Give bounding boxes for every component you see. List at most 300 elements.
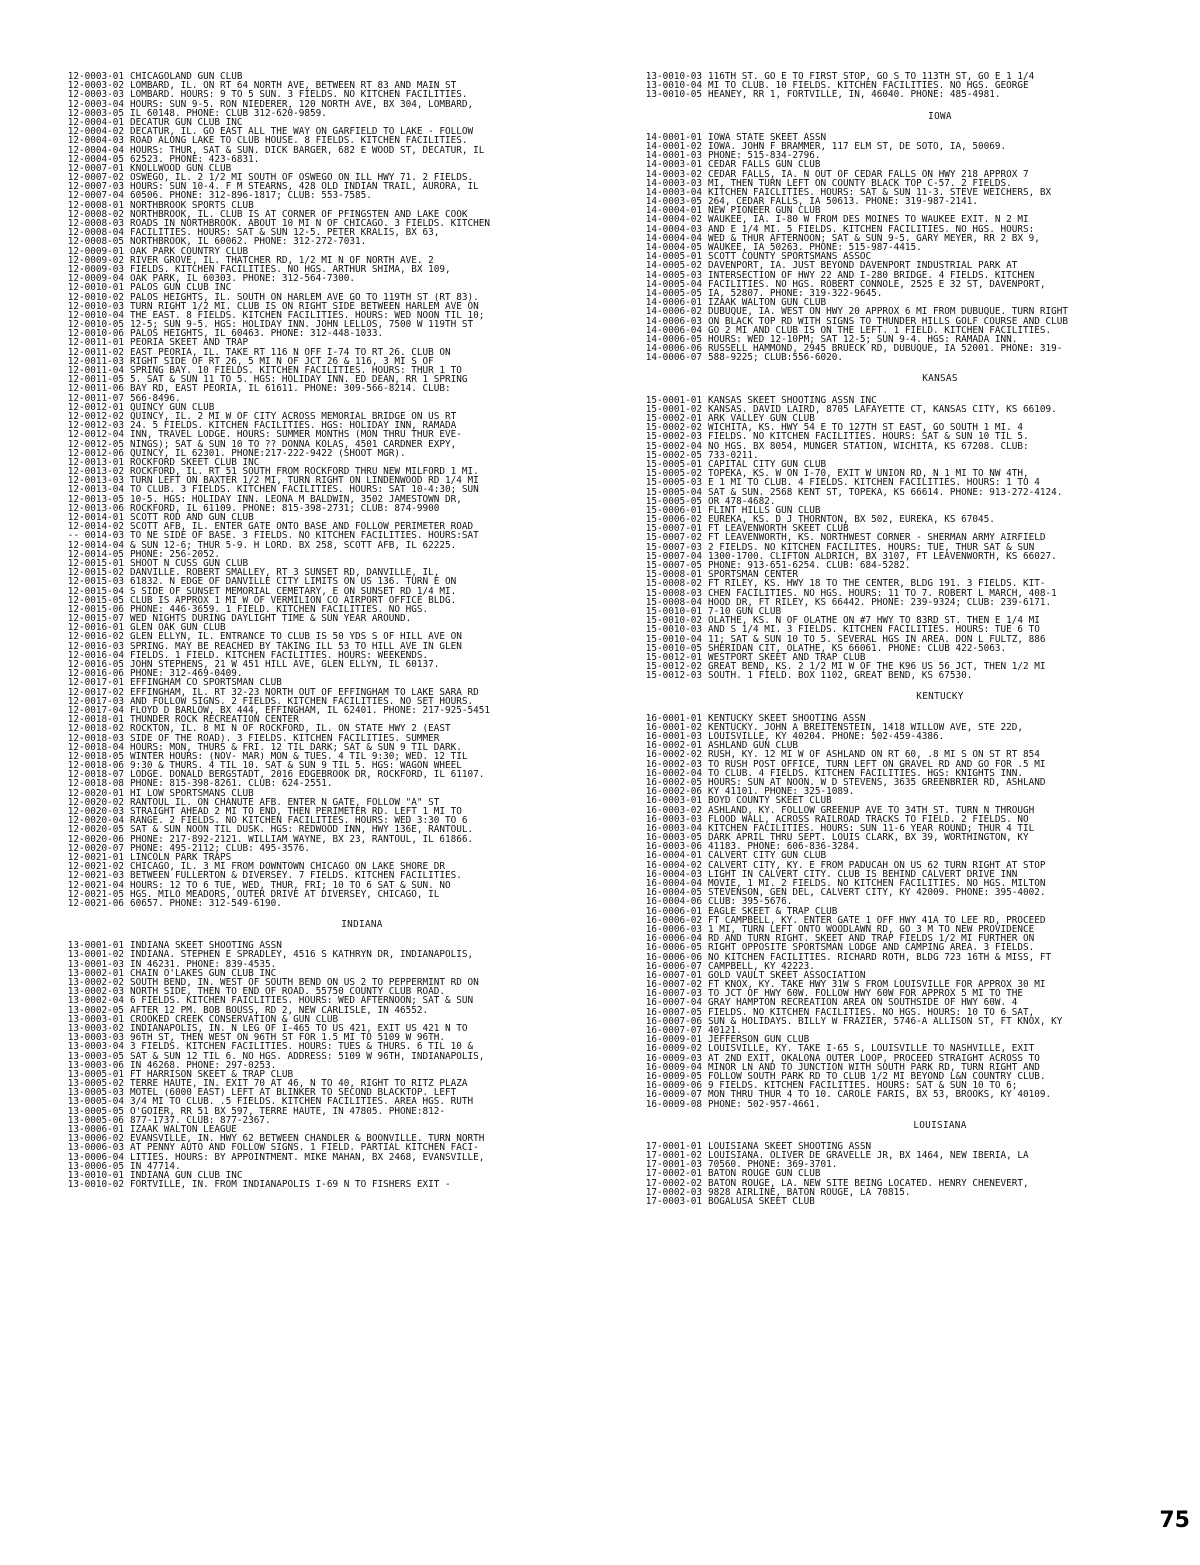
listing-text: IZAAK WALTON GUN CLUB	[708, 298, 827, 308]
listing-line	[612, 998, 1172, 1007]
listing-code: 13-0010-05	[645, 90, 702, 100]
listing-code: 16-0002-06	[645, 787, 702, 797]
listing-line	[612, 796, 1172, 805]
listing-text: RIVER GROVE, IL. THATCHER RD, 1/2 MI N OF NORTH AVE. 2	[130, 255, 434, 265]
listing-text: LOMBARD. HOURS: 9 TO 5 SUN. 3 FIELDS. NO KITCHEN FACILITIES.	[130, 90, 468, 100]
listing-code: 16-0006-03	[645, 924, 702, 935]
listing-text: NORTHBROOK, IL. CLUB IS AT CORNER OF PFINGSTEN AND LAKE COOK	[130, 209, 468, 219]
listing-text: O'GOIER, RR 51 BX 597, TERRE HAUTE, IN 47805. PHONE:812-	[130, 1106, 446, 1116]
listing-text: 41183. PHONE: 606-836-3284.	[708, 842, 860, 852]
listing-line	[34, 1024, 594, 1033]
listing-code: 15-0005-04	[645, 487, 702, 497]
listing-text: FLOYD D BARLOW, BX 444, EFFINGHAM, IL 62401. PHONE: 217-925-5451	[130, 705, 491, 716]
listing-text: INTERSECTION OF HWY 22 AND I-280 BRIDGE. 4 FIELDS. KITCHEN	[708, 270, 1035, 280]
listing-code: 14-0005-04	[645, 279, 702, 289]
listing-code: 16-0009-07	[645, 1090, 702, 1100]
listing-code: 16-0006-06	[645, 952, 702, 962]
listing-line	[34, 522, 594, 531]
listing-code: 12-0011-07	[67, 393, 124, 403]
listing-line	[612, 215, 1172, 224]
listing-text: HOURS: SUN 10-4. F M STEARNS, 428 OLD INDIAN TRAIL, AURORA, IL	[130, 182, 479, 192]
listing-line	[34, 669, 594, 678]
listing-line	[612, 524, 1172, 533]
listing-text: WAUKEE, IA. I-80 W FROM DES MOINES TO WAUKEE EXIT. N 2 MI	[708, 215, 1029, 225]
listing-text: SHOOT N CUSS GUN CLUB	[130, 558, 249, 569]
listing-code: 12-0017-03	[67, 696, 124, 706]
listing-line	[612, 497, 1172, 506]
listing-text: TO JCT OF HWY 60W. FOLLOW HWY 60W FOR APPROX 5 MI TO THE	[708, 989, 1024, 999]
listing-line	[34, 550, 594, 559]
listing-text: TO NE SIDE OF BASE. 3 FIELDS. NO KITCHEN FACILITIES. HOURS:SAT	[130, 531, 479, 541]
listing-code: 12-0016-03	[67, 641, 124, 651]
listing-line	[612, 741, 1172, 750]
listing-line	[612, 824, 1172, 833]
listing-code: 16-0002-03	[645, 759, 702, 769]
listing-line	[612, 851, 1172, 860]
listing-text: FT KNOX, KY. TAKE HWY 31W S FROM LOUISVILLE FOR APPROX 30 MI	[708, 980, 1046, 990]
listing-line	[34, 807, 594, 816]
page-number: 75	[1159, 1508, 1190, 1533]
listing-line	[34, 164, 594, 173]
listing-text: HOURS: WED 12-10PM; SAT 12-5; SUN 9-4. HGS: RAMADA INN.	[708, 334, 1018, 345]
listing-text: 116TH ST. GO E TO FIRST STOP, GO S TO 113TH ST, GO E 1 1/4	[708, 72, 1035, 82]
listing-text: NORTHBROOK, IL 60062. PHONE: 312-272-7031.	[130, 237, 367, 247]
listing-code: 12-0010-03	[67, 301, 124, 311]
listing-line	[612, 870, 1172, 879]
listing-code: 15-0008-04	[645, 597, 702, 607]
listing-text: WESTPORT SKEET AND TRAP CLUB	[708, 652, 866, 663]
listing-text: CHEN FACILITIES. NO HGS. HOURS: 11 TO 7. ROBERT L MARCH, 408-1	[708, 588, 1057, 598]
listing-line	[612, 1044, 1172, 1053]
listing-code: 12-0012-02	[67, 411, 124, 422]
listing-code: 16-0009-01	[645, 1035, 702, 1045]
listing-text: PHONE: 502-957-4661.	[708, 1099, 821, 1109]
listing-text: FT RILEY, KS. HWY 18 TO THE CENTER, BLDG 191. 3 FIELDS. KIT-	[708, 579, 1046, 589]
listing-text: TO CLUB. 4 FIELDS. KITCHEN FACILITIES. HGS: KNIGHTS INN.	[708, 768, 1024, 778]
listing-code: 15-0012-01	[645, 652, 702, 663]
state-heading: KANSAS	[922, 373, 958, 385]
listing-line	[34, 978, 594, 987]
listing-line	[612, 1151, 1172, 1160]
listing-text: BATON ROUGE, LA. NEW SITE BEING LOCATED. HENRY CHENEVERT,	[708, 1178, 1029, 1188]
listing-code: 12-0007-03	[67, 182, 124, 192]
listing-text: HOURS: SUN 9-5. RON NIEDERER, 120 NORTH AVE, BX 304, LOMBARD,	[130, 99, 474, 109]
listing-code: 12-0011-01	[67, 338, 124, 348]
listing-text: NORTH SIDE, THEN TO END OF ROAD. 55750 COUNTY CLUB ROAD.	[130, 987, 446, 997]
listing-text: PALOS HEIGHTS, IL. SOUTH ON HARLEM AVE GO TO 119TH ST (RT 83).	[130, 292, 479, 302]
state-heading: IOWA	[928, 110, 952, 122]
listing-code: 13-0006-02	[67, 1134, 124, 1144]
listing-text: THE EAST. 8 FIELDS. KITCHEN FACILITIES. HOURS: WED NOON TIL 10;	[130, 310, 485, 321]
listing-line	[34, 651, 594, 660]
listing-text: RANGE. 2 FIELDS. NO KITCHEN FACILITIES. HOURS: WED 3:30 TO 6	[130, 816, 468, 826]
listing-code: 13-0001-01	[67, 941, 124, 951]
listing-line	[612, 907, 1172, 916]
listing-line	[34, 1180, 594, 1189]
listing-code: 12-0015-01	[67, 558, 124, 569]
listing-text: LOUISIANA. OLIVER DE GRAVELLE JR, BX 1464, NEW IBERIA, LA	[708, 1151, 1029, 1161]
listing-text: MOVIE, 1 MI. 2 FIELDS. NO KITCHEN FACILITIES. NO HGS. MILTON	[708, 879, 1046, 889]
listing-text: NEW PIONEER GUN CLUB	[708, 206, 821, 216]
listing-code: 13-0005-03	[67, 1088, 124, 1098]
listing-line	[34, 1015, 594, 1024]
listing-line	[34, 969, 594, 978]
listing-code: 13-0006-03	[67, 1143, 124, 1153]
listing-code: 16-0004-05	[645, 888, 702, 898]
listing-text: FLOOD WALL, ACROSS RAILROAD TRACKS TO FIELD. 2 FIELDS. NO	[708, 814, 1029, 824]
listing-text: IZAAK WALTON LEAGUE	[130, 1125, 237, 1135]
listing-code: 12-0020-03	[67, 807, 124, 817]
listing-line	[34, 338, 594, 347]
listing-text: 60657. PHONE: 312-549-6190.	[130, 898, 282, 909]
listing-text: SOUTH BEND, IN. WEST OF SOUTH BEND ON US 2 TO PEPPERMINT RD ON	[130, 978, 479, 988]
listing-line	[612, 897, 1172, 906]
listing-text: CHICAGO, IL. 3 MI FROM DOWNTOWN CHICAGO ON LAKE SHORE DR	[130, 862, 446, 872]
listing-code: 12-0007-02	[67, 173, 124, 183]
listing-code: 12-0009-04	[67, 274, 124, 284]
listing-code: 12-0013-01	[67, 457, 124, 468]
listing-line	[34, 182, 594, 191]
listing-text: INDIANA SKEET SHOOTING ASSN	[130, 941, 282, 951]
listing-code: 12-0012-06	[67, 448, 124, 458]
listing-text: FIELDS. NO KITCHEN FACILITIES. NO HGS. HOURS: 10 TO 6 SAT,	[708, 1007, 1035, 1017]
listing-line	[34, 531, 594, 540]
listing-line	[612, 861, 1172, 870]
listing-code: 13-0001-02	[67, 950, 124, 960]
listing-text: MI TO CLUB. 10 FIELDS. KITCHEN FACILITIES. NO HGS. GEORGE	[708, 81, 1029, 91]
listing-line	[612, 423, 1172, 432]
listing-code: 14-0005-01	[645, 252, 702, 262]
listing-text: 6 FIELDS. KITCHEN FAICLITIES. HOURS: WED AFTERNOON; SAT & SUN	[130, 996, 474, 1006]
listing-code: 15-0012-02	[645, 662, 702, 672]
listing-text: 1300-1700. CLIFTON ALDRICH, BX 3107, FT LEAVENWORTH, KS 66027.	[708, 551, 1057, 561]
listing-line	[34, 311, 594, 320]
listing-code: 13-0001-03	[67, 959, 124, 969]
listing-code: 16-0003-04	[645, 823, 702, 834]
listing-text: RUSSELL HAMMOND, 2945 BRUECK RD, DUBUQUE, IA 52001. PHONE: 319-	[708, 344, 1063, 354]
listing-line	[34, 394, 594, 403]
listing-code: 13-0003-01	[67, 1014, 124, 1024]
listing-text: 7-10 GUN CLUB	[708, 606, 782, 617]
listing-text: HEANEY, RR 1, FORTVILLE, IN, 46040. PHONE: 485-4981.	[708, 90, 1001, 100]
listing-line	[34, 1042, 594, 1051]
listing-text: STRAIGHT AHEAD 2 MI TO END, THEN PERIMETER RD. LEFT 1 MI TO	[130, 807, 462, 817]
listing-code: 14-0003-01	[645, 160, 702, 170]
listing-text: ASHLAND GUN CLUB	[708, 741, 799, 751]
listing-code: 16-0007-07	[645, 1026, 702, 1036]
listing-code: 15-0001-02	[645, 404, 702, 414]
listing-code: 16-0001-02	[645, 722, 702, 732]
listing-line	[612, 732, 1172, 741]
listing-code: 12-0020-06	[67, 834, 124, 844]
listing-line	[612, 1026, 1172, 1035]
listing-line	[612, 1179, 1172, 1188]
listing-code: 16-0009-05	[645, 1071, 702, 1082]
listing-line	[34, 743, 594, 752]
listing-text: FACILITIES. NO HGS. ROBERT CONNOLE, 2525 E 32 ST, DAVENPORT,	[708, 279, 1046, 289]
listing-text: QUINCY, IL 62301. PHONE:217-222-9422 (SHOOT MGR).	[130, 448, 406, 458]
listing-code: 12-0018-05	[67, 751, 124, 762]
listing-code: 17-0001-01	[645, 1141, 702, 1152]
listing-text: CEDAR FALLS, IA. N OUT OF CEDAR FALLS ON HWY 218 APPROX 7	[708, 169, 1029, 179]
listing-text: 10-5. HGS: HOLIDAY INN. LEONA M BALDWIN, 3502 JAMESTOWN DR,	[130, 494, 462, 504]
listing-line	[612, 1017, 1172, 1026]
listing-line	[612, 133, 1172, 142]
listing-line	[612, 662, 1172, 671]
listing-line	[612, 289, 1172, 298]
listing-line	[34, 987, 594, 996]
listing-text: MINOR LN AND TO JUNCTION WITH SOUTH PARK RD, TURN RIGHT AND	[708, 1062, 1040, 1072]
listing-line	[612, 989, 1172, 998]
listing-code: 15-0010-04	[645, 634, 702, 644]
listing-code: 12-0011-02	[67, 347, 124, 357]
listing-line	[612, 1090, 1172, 1099]
listing-code: 12-0016-02	[67, 632, 124, 642]
listing-line	[34, 697, 594, 706]
listing-line	[34, 678, 594, 687]
listing-line	[612, 335, 1172, 344]
listing-text: BOGALUSA SKEET CLUB	[708, 1197, 815, 1207]
listing-code: 12-0014-01	[67, 513, 124, 523]
listing-line	[612, 225, 1172, 234]
listing-line	[612, 405, 1172, 414]
listing-code: 14-0006-05	[645, 334, 702, 345]
listing-text: WED & THUR AFTERNOON; SAT & SUN 9-5. GARY MEYER, RR 2 BX 9,	[708, 233, 1040, 243]
listing-code: 12-0017-01	[67, 678, 124, 688]
listing-text: IN 46231. PHONE: 839-4535.	[130, 959, 277, 969]
listing-code: 12-0015-02	[67, 568, 124, 578]
listing-line	[34, 798, 594, 807]
listing-line	[612, 671, 1172, 680]
listing-line	[612, 714, 1172, 723]
listing-text: 588-9225; CLUB:556-6020.	[708, 353, 844, 363]
listing-code: 13-0002-02	[67, 978, 124, 988]
listing-text: CLUB IS APPROX 1 MI W OF VERMILION CO AIRPORT OFFICE BLDG.	[130, 595, 457, 605]
listing-code: 12-0021-03	[67, 871, 124, 881]
listing-code: 14-0005-02	[645, 261, 702, 271]
listing-code: 14-0004-03	[645, 224, 702, 234]
listing-line	[612, 760, 1172, 769]
listing-text: E 1 MI TO CLUB. 4 FIELDS. KITCHEN FACILITIES. HOURS: 1 TO 4	[708, 478, 1040, 488]
listing-line	[612, 432, 1172, 441]
listing-line	[34, 283, 594, 292]
listing-code: 13-0010-02	[67, 1180, 124, 1190]
listing-line	[34, 660, 594, 669]
listing-text: DUBUQUE, IA. WEST ON HWY 20 APPROX 6 MI FROM DUBUQUE. TURN RIGHT	[708, 307, 1069, 317]
listing-line	[34, 614, 594, 623]
listing-text: CAPITAL CITY GUN CLUB	[708, 459, 827, 470]
listing-line	[34, 835, 594, 844]
listing-line	[612, 598, 1172, 607]
listing-code: 16-0003-01	[645, 796, 702, 806]
listing-text: PHONE: 495-2112; CLUB: 495-3576.	[130, 843, 311, 853]
listing-line	[34, 201, 594, 210]
listing-text: 264, CEDAR FALLS, IA 50613. PHONE: 319-987-2141.	[708, 197, 979, 207]
listing-code: 13-0002-05	[67, 1005, 124, 1015]
listing-line	[34, 623, 594, 632]
listing-line	[34, 384, 594, 393]
listing-line	[34, 329, 594, 338]
listing-text: 877-1737. CLUB: 877-2367.	[130, 1115, 271, 1125]
listing-code: 12-0017-02	[67, 687, 124, 697]
listing-text: FORTVILLE, IN. FROM INDIANAPOLIS I-69 N TO FISHERS EXIT -	[130, 1180, 451, 1190]
listing-text: IOWA STATE SKEET ASSN	[708, 132, 827, 142]
listing-line	[612, 1160, 1172, 1169]
listing-code: 15-0010-03	[645, 625, 702, 635]
listing-code: 17-0001-03	[645, 1160, 702, 1170]
listing-text: HOURS: MON, THURS & FRI. 12 TIL DARK; SAT & SUN 9 TIL DARK.	[130, 742, 462, 752]
listing-code: 13-0002-04	[67, 996, 124, 1006]
state-heading: LOUISIANA	[913, 1119, 967, 1131]
listing-line	[34, 118, 594, 127]
listing-line	[612, 635, 1172, 644]
listing-text: MON THRU THUR 4 TO 10. CAROLE FARIS, BX 53, BROOKS, KY 40109.	[708, 1090, 1052, 1100]
listing-code: 16-0007-06	[645, 1016, 702, 1026]
listing-code: 16-0001-01	[645, 713, 702, 723]
listing-code: 14-0003-02	[645, 169, 702, 179]
listing-code: 15-0005-02	[645, 469, 702, 479]
listing-code: 12-0016-06	[67, 669, 124, 679]
listing-code: 14-0003-05	[645, 197, 702, 207]
listing-line	[34, 1107, 594, 1116]
listing-text: HOURS: SUN AT NOON. W D STEVENS, 3635 GREENBRIER RD, ASHLAND	[708, 777, 1046, 788]
listing-code: 15-0008-02	[645, 579, 702, 589]
listing-text: IA, 52807. PHONE: 319-322-9645.	[708, 288, 883, 299]
listing-text: S SIDE OF SUNSET MEMORIAL CEMETARY, E ON SUNSET RD 1/4 MI.	[130, 586, 457, 596]
listing-code: 12-0016-05	[67, 660, 124, 670]
listing-code: 12-0018-06	[67, 761, 124, 771]
listing-line	[34, 1006, 594, 1015]
listing-code: 15-0007-04	[645, 551, 702, 561]
listing-code: 13-0002-03	[67, 987, 124, 997]
listing-text: HI LOW SPORTSMANS CLUB	[130, 788, 254, 798]
listing-code: 17-0002-01	[645, 1169, 702, 1179]
listing-line	[34, 173, 594, 182]
listing-code: 12-0013-06	[67, 503, 124, 513]
listing-code: 12-0015-05	[67, 595, 124, 605]
listing-code: 17-0002-03	[645, 1187, 702, 1197]
listing-line	[34, 412, 594, 421]
listing-line	[612, 1063, 1172, 1072]
listing-line	[612, 644, 1172, 653]
listing-line	[612, 326, 1172, 335]
listing-line	[34, 734, 594, 743]
listing-code: 13-0003-06	[67, 1060, 124, 1070]
listing-text: OSWEGO, IL. 2 1/2 MI SOUTH OF OSWEGO ON ILL HWY 71. 2 FIELDS.	[130, 173, 474, 183]
listing-line	[612, 1100, 1172, 1109]
listing-text: KENTUCKY SKEET SHOOTING ASSN	[708, 713, 866, 723]
listing-line	[34, 210, 594, 219]
listing-line	[34, 155, 594, 164]
listing-code: 13-0002-01	[67, 968, 124, 978]
listing-code: 12-0011-05	[67, 375, 124, 385]
listing-text: KITCHEN FAICLITIES. HOURS: SAT & SUN 11-3. STEVE WEICHERS, BX	[708, 187, 1052, 198]
listing-line	[612, 934, 1172, 943]
listing-text: TURN LEFT ON BAXTER 1/2 MI, TURN RIGHT ON LINDENWOOD RD 1/4 MI	[130, 476, 479, 486]
listing-line	[612, 653, 1172, 662]
listing-code: 14-0004-01	[645, 206, 702, 216]
listing-code: 15-0007-01	[645, 524, 702, 534]
listing-code: 12-0004-03	[67, 136, 124, 146]
listing-text: PHONE: 913-651-6254. CLUB: 684-5282.	[708, 561, 911, 571]
listing-code: 16-0007-05	[645, 1007, 702, 1017]
listing-code: 12-0021-04	[67, 880, 124, 890]
listing-line	[612, 769, 1172, 778]
listing-line	[612, 353, 1172, 362]
listing-code: 16-0001-03	[645, 732, 702, 742]
listing-code: 13-0003-05	[67, 1051, 124, 1061]
listing-text: CHAIN O'LAKES GUN CLUB INC	[130, 968, 277, 978]
right-column	[612, 72, 1172, 1206]
listing-text: 11; SAT & SUN 10 TO 5. SEVERAL HGS IN AREA. DON L FULTZ, 886	[708, 634, 1046, 644]
listing-line	[612, 543, 1172, 552]
listing-text: PEORIA SKEET AND TRAP	[130, 338, 249, 348]
listing-text: SIDE OF THE ROAD). 3 FIELDS. KITCHEN FACILITIES. SUMMER	[130, 733, 440, 743]
listing-line	[34, 568, 594, 577]
listing-code: 12-0018-01	[67, 715, 124, 725]
listing-line	[612, 170, 1172, 179]
listing-line	[612, 842, 1172, 851]
listing-text: OAK PARK, IL 60303. PHONE: 312-564-7300.	[130, 274, 356, 284]
listing-text: KNOLLWOOD GUN CLUB	[130, 163, 232, 174]
listing-text: TO RUSH POST OFFICE, TURN LEFT ON GRAVEL RD AND GO FOR .5 MI	[708, 759, 1046, 769]
listing-code: 17-0002-02	[645, 1178, 702, 1188]
listing-line	[612, 533, 1172, 542]
listing-text: CALVERT CITY GUN CLUB	[708, 851, 827, 861]
listing-text: QUINCY, IL. 2 MI W OF CITY ACROSS MEMORIAL BRIDGE ON US RT	[130, 411, 457, 422]
listing-line	[34, 752, 594, 761]
listing-text: SOUTH. 1 FIELD. BOX 1102, GREAT BEND, KS 67530.	[708, 671, 973, 681]
listing-code: 14-0001-03	[645, 151, 702, 161]
listing-text: SAT & SUN NOON TIL DUSK. HGS: REDWOOD INN, HWY 136E, RANTOUL.	[130, 825, 474, 835]
listing-line	[34, 1097, 594, 1106]
listing-code: 14-0003-03	[645, 178, 702, 188]
listing-code: 15-0002-04	[645, 441, 702, 451]
listing-line	[34, 449, 594, 458]
listing-text: WAUKEE, IA 50263. PHONE: 515-987-4415.	[708, 243, 922, 253]
listing-line	[34, 100, 594, 109]
listing-code: 12-0013-05	[67, 494, 124, 504]
listing-text: CAMPBELL, KY 42223.	[708, 961, 815, 971]
listing-code: 15-0005-03	[645, 478, 702, 488]
listing-code: 12-0020-04	[67, 816, 124, 826]
listing-code: 14-0006-06	[645, 344, 702, 354]
listing-code: 15-0010-05	[645, 643, 702, 653]
listing-text: EAST PEORIA, IL. TAKE RT 116 N OFF I-74 TO RT 26. CLUB ON	[130, 347, 451, 357]
listing-line	[612, 943, 1172, 952]
listing-line	[34, 816, 594, 825]
listing-text: DECATUR GUN CLUB INC	[130, 117, 243, 128]
listing-line	[612, 188, 1172, 197]
listing-line	[34, 237, 594, 246]
listing-text: INN, TRAVEL LODGE. HOURS: SUMMER MONTHS (MON THRU THUR EVE-	[130, 430, 462, 440]
listing-code: 12-0016-04	[67, 650, 124, 660]
listing-line	[612, 1054, 1172, 1063]
listing-line	[34, 403, 594, 412]
listing-line	[612, 1035, 1172, 1044]
listing-text: TURN RIGHT 1/2 MI. CLUB IS ON RIGHT SIDE BETWEEN HARLEM AVE ON	[130, 301, 479, 311]
listing-text: 12-5; SUN 9-5. HGS: HOLIDAY INN. JOHN LELLOS, 7500 W 119TH ST	[130, 320, 474, 330]
listing-code: 13-0010-01	[67, 1170, 124, 1181]
listing-line	[34, 440, 594, 449]
listing-code: 16-0006-02	[645, 915, 702, 925]
listing-text: 733-0211.	[708, 450, 759, 460]
listing-code: 12-0007-04	[67, 191, 124, 201]
listing-line	[612, 625, 1172, 634]
listing-code: 13-0005-06	[67, 1115, 124, 1125]
listing-text: OLATHE, KS. N OF OLATHE ON #7 HWY TO 83RD ST. THEN E 1/4 MI	[708, 616, 1040, 626]
listing-line	[34, 228, 594, 237]
